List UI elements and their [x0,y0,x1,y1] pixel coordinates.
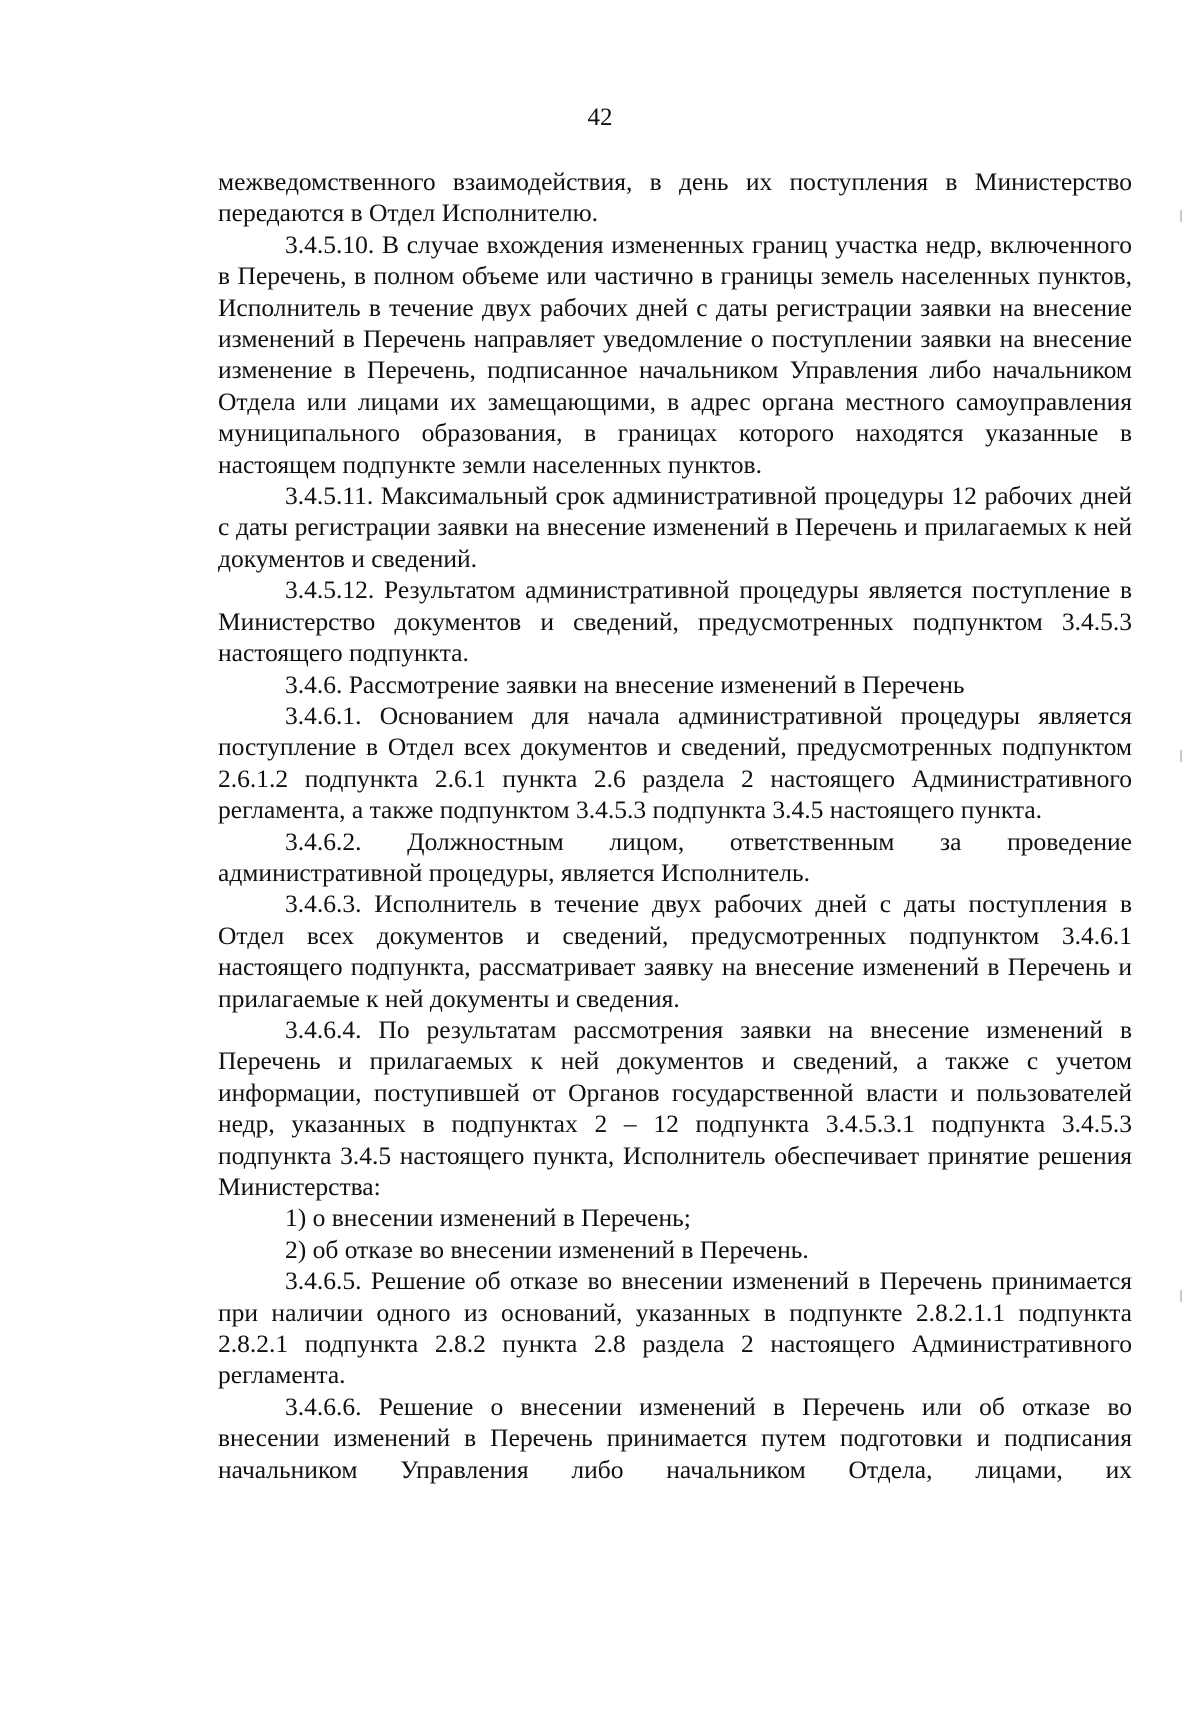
paragraph-3-4-6-3: 3.4.6.3. Исполнитель в течение двух рабочих дней с даты поступления в Отдел всех документов и сведений, предусмотренных подпунктом 3.4.6.1 настоящего подпункта, рассматривает заявку на внесение изменений в Перечень и прилагаемые к ней документы и сведения. [218,889,1132,1013]
paragraph-3-4-6-4: 3.4.6.4. По результатам рассмотрения заявки на внесение изменений в Перечень и прилагаемых к ней документов и сведений, а также с учетом информации, поступившей от Органов государственной власти и пользователей недр, указанных в подпунктах 2 – 12 подпункта 3.4.5.3.1 подпункта 3.4.5.3 подпункта 3.4.5 настоящего пункта, Исполнитель обеспечивает принятие решения Министерства: [218,1014,1132,1201]
list-item-1: 1) о внесении изменений в Перечень; [285,1203,691,1233]
paragraph-3-4-6-6: 3.4.6.6. Решение о внесении изменений в Перечень или об отказе во внесении изменений в Перечень принимается путем подготовки и подписания начальником Управления либо начальником Отдела, лицами, их [218,1391,1132,1484]
paragraph-3-4-6-2: 3.4.6.2. Должностным лицом, ответственным за проведение административной процедуры, является Исполнитель. [218,826,1132,887]
paragraph-continuation: межведомственного взаимодействия, в день их поступления в Министерство передаются в Отдел Исполнителю. [218,167,1132,228]
scan-artifact-mark [1180,210,1182,222]
section-heading-3-4-6: 3.4.6. Рассмотрение заявки на внесение изменений в Перечень [285,669,965,699]
document-body [218,166,1132,1485]
list-item-2: 2) об отказе во внесении изменений в Перечень. [285,1234,809,1264]
page-number: 42 [587,104,613,131]
paragraph-3-4-5-11: 3.4.5.11. Максимальный срок административной процедуры 12 рабочих дней с даты регистрации заявки на внесение изменений в Перечень и прилагаемых к ней документов и сведений. [218,481,1132,573]
scan-artifact-mark [1180,1290,1182,1302]
paragraph-3-4-5-12: 3.4.5.12. Результатом административной процедуры является поступление в Министерство документов и сведений, предусмотренных подпунктом 3.4.5.3 настоящего подпункта. [218,575,1132,668]
paragraph-3-4-6-1: 3.4.6.1. Основанием для начала административной процедуры является поступление в Отдел всех документов и сведений, предусмотренных подпунктом 2.6.1.2 подпункта 2.6.1 пункта 2.6 раздела 2 настоящего Административного регламента, а также подпунктом 3.4.5.3 подпункта 3.4.5 настоящего пункта. [218,700,1132,825]
paragraph-3-4-5-10: 3.4.5.10. В случае вхождения измененных границ участка недр, включенного в Перечень, в полном объеме или частично в границы земель населенных пунктов, Исполнитель в течение двух рабочих дней с даты регистрации заявки на внесение изменений в Перечень направляет уведомление о поступлении заявки на внесение изменение в Перечень, подписанное начальником Управления либо начальником Отдела или лицами их замещающими, в адрес органа местного самоуправления муниципального образования, в границах которого находятся указанные в настоящем подпункте земли населенных пунктов. [218,229,1132,479]
paragraph-3-4-6-5: 3.4.6.5. Решение об отказе во внесении изменений в Перечень принимается при наличии одного из оснований, указанных в подпункте 2.8.2.1.1 подпункта 2.8.2.1 подпункта 2.8.2 пункта 2.8 раздела 2 настоящего Административного регламента. [218,1266,1132,1390]
scan-artifact-mark [1180,750,1182,762]
